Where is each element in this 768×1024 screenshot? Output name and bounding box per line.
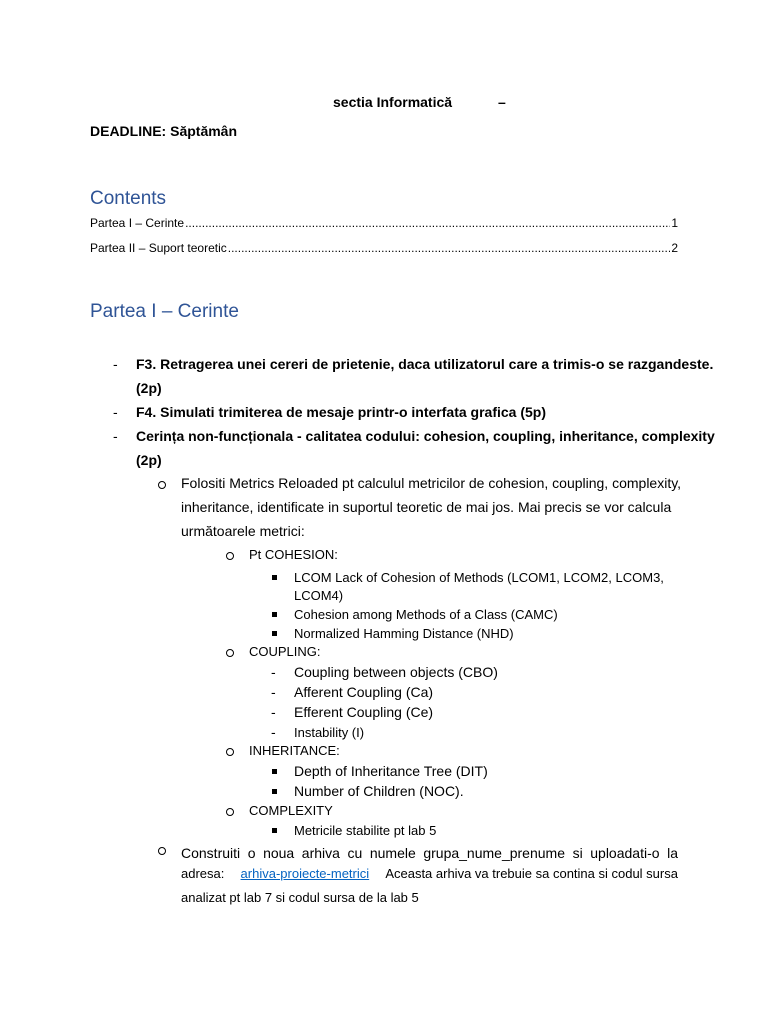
coupling-item: Efferent Coupling (Ce) — [294, 704, 434, 720]
toc-title: Contents — [90, 188, 167, 209]
metrics-intro-line1: Folositi Metrics Reloaded pt calculul metricilor de cohesion, coupling, complexity, — [181, 475, 682, 491]
square-bullet — [272, 828, 277, 833]
circle-bullet — [226, 808, 234, 816]
square-bullet — [272, 612, 277, 617]
circle-bullet — [226, 552, 234, 560]
coupling-item: Afferent Coupling (Ca) — [294, 684, 434, 700]
cohesion-item-lcom: LCOM Lack of Cohesion of Methods (LCOM1, LCOM2, LCOM3, — [294, 570, 664, 585]
toc-entry-label: Partea I – Cerinte — [90, 216, 185, 230]
toc-entry[interactable] — [90, 241, 678, 255]
archive-prefix: adresa: — [181, 866, 225, 881]
cohesion-item-nhd: Normalized Hamming Distance (NHD) — [294, 626, 514, 641]
cohesion-item-camc: Cohesion among Methods of a Class (CAMC) — [294, 607, 558, 622]
archive-line1: Construiti o noua arhiva cu numele grupa_nume_prenume si uploadati-o la — [181, 845, 678, 861]
circle-bullet — [226, 649, 234, 657]
requirement-quality-points: (2p) — [136, 452, 162, 468]
dash-bullet: - — [271, 724, 276, 740]
dash-bullet: - — [271, 704, 276, 720]
coupling-label: COUPLING: — [249, 644, 321, 659]
inheritance-label: INHERITANCE: — [249, 743, 340, 758]
cohesion-item-lcom-cont: LCOM4) — [294, 588, 344, 603]
dash-bullet: - — [113, 428, 118, 444]
square-bullet — [272, 631, 277, 636]
coupling-item: Coupling between objects (CBO) — [294, 664, 498, 680]
requirement-f3: F3. Retragerea unei cereri de prietenie, daca utilizatorul care a trimis-o se razgandeste. — [136, 356, 714, 372]
header-dash: – — [498, 94, 506, 110]
section-title: sectia Informatică — [333, 94, 453, 110]
dash-bullet: - — [271, 684, 276, 700]
requirement-f3-points: (2p) — [136, 380, 162, 396]
toc-entry-label: Partea II – Suport teoretic — [90, 241, 227, 255]
requirement-f4: F4. Simulati trimiterea de mesaje printr-o interfata grafica (5p) — [136, 404, 546, 420]
dash-bullet: - — [271, 664, 276, 680]
section-heading: Partea I – Cerinte — [90, 301, 239, 322]
metrics-intro-line2: inheritance, identificate in suportul teoretic de mai jos. Mai precis se vor calcula — [181, 499, 672, 515]
square-bullet — [272, 789, 277, 794]
archive-line3: analizat pt lab 7 si codul sursa de la lab 5 — [181, 890, 419, 905]
dash-bullet: - — [113, 356, 118, 372]
square-bullet — [272, 575, 277, 580]
coupling-item: Instability (I) — [294, 725, 365, 740]
archive-line2 — [181, 866, 678, 881]
circle-bullet — [158, 847, 166, 855]
square-bullet — [272, 769, 277, 774]
deadline-text: DEADLINE: Săptămân — [90, 123, 238, 139]
circle-bullet — [226, 748, 234, 756]
inheritance-item: Number of Children (NOC). — [294, 783, 464, 799]
requirement-quality: Cerința non-funcționala - calitatea codului: cohesion, coupling, inheritance, complexity — [136, 428, 715, 444]
inheritance-item: Depth of Inheritance Tree (DIT) — [294, 763, 488, 779]
archive-link[interactable]: arhiva-proiecte-metrici — [240, 866, 370, 881]
complexity-item: Metricile stabilite pt lab 5 — [294, 823, 437, 838]
toc-entry-page: 2 — [671, 241, 678, 255]
cohesion-label: Pt COHESION: — [249, 547, 338, 562]
circle-bullet — [158, 481, 166, 489]
toc-entry[interactable] — [90, 216, 678, 230]
toc-entry-page: 1 — [671, 216, 678, 230]
toc-leader — [185, 216, 670, 230]
toc-leader — [228, 241, 671, 255]
complexity-label: COMPLEXITY — [249, 803, 333, 818]
archive-suffix: Aceasta arhiva va trebuie sa contina si codul sursa — [385, 866, 678, 881]
dash-bullet: - — [113, 404, 118, 420]
metrics-intro-line3: următoarele metrici: — [181, 523, 305, 539]
